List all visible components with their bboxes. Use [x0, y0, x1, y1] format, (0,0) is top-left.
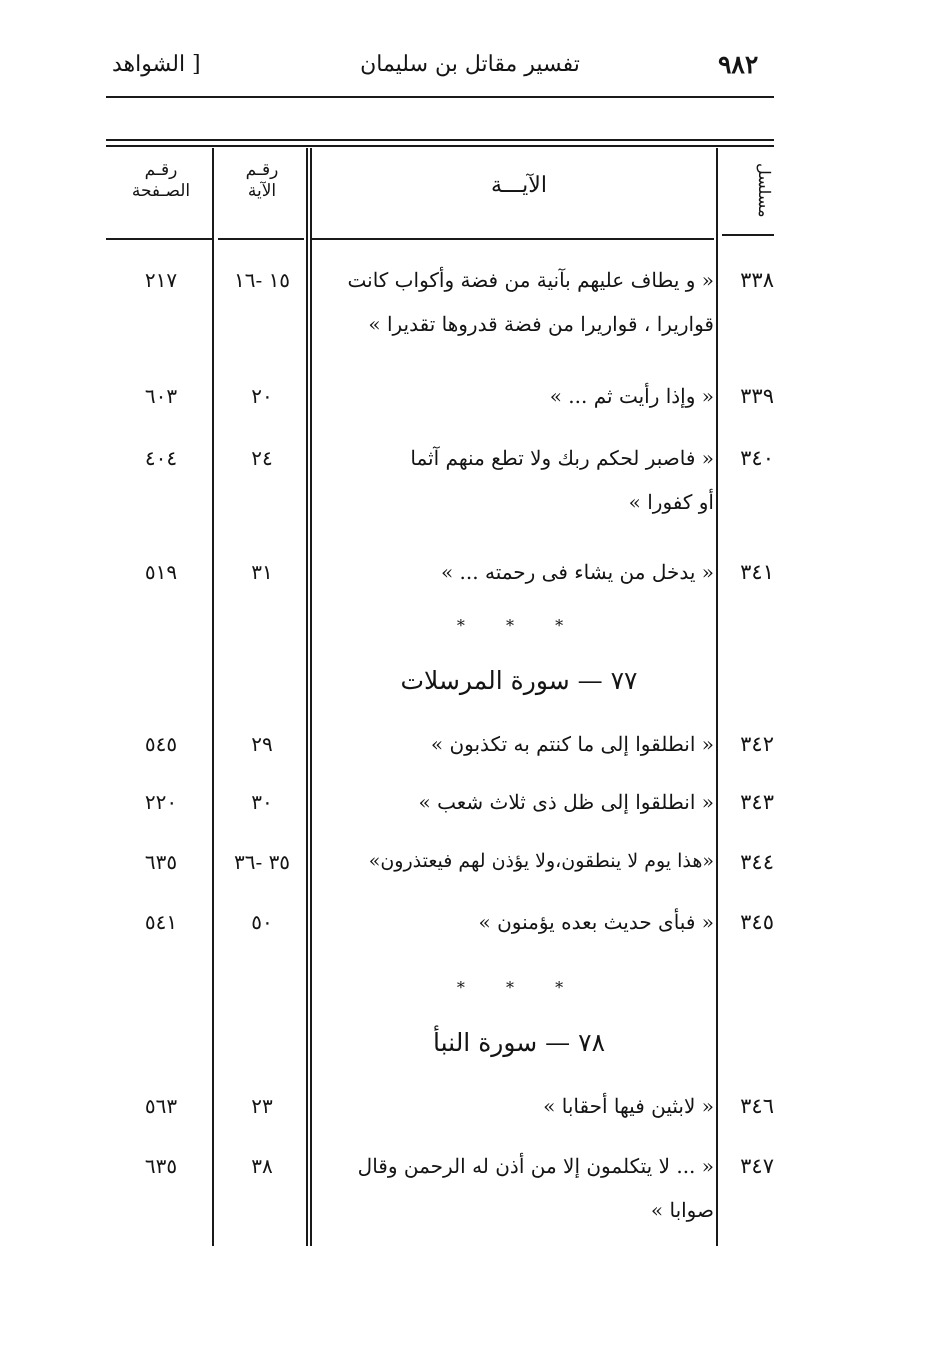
page-reference: ٦٣٥ [144, 850, 178, 874]
header-bottom-rule [312, 238, 714, 240]
serial-number: ٣٤٥ [740, 910, 774, 934]
ayah-number: ٥٠ [251, 910, 273, 934]
serial-number: ٣٤١ [740, 560, 774, 584]
page-reference: ٦٣٥ [144, 1154, 178, 1178]
ayah-number: ٣١ [251, 560, 273, 584]
header-bottom-rule [218, 238, 304, 240]
verse-text: « يدخل من يشاء فى رحمته ... » [440, 560, 714, 584]
table-top-rule [106, 139, 774, 141]
ayah-number: ٢٤ [251, 446, 273, 470]
ayah-number: ٢٣ [251, 1094, 273, 1118]
section-title: [ الشواهد [112, 52, 201, 77]
column-rule [306, 148, 308, 1246]
page-reference: ٢٢٠ [144, 790, 178, 814]
col-header-page-line2: الصـفحة [131, 181, 191, 202]
col-header-page-number [112, 160, 210, 203]
page-reference: ٢١٧ [144, 268, 178, 292]
serial-number: ٣٤٢ [740, 732, 774, 756]
table-top-rule-inner [106, 145, 774, 147]
serial-number: ٣٣٩ [740, 384, 774, 408]
ayah-number: ٣٠ [251, 790, 273, 814]
verse-text: « انطلقوا إلى ظل ذى ثلاث شعب » [418, 790, 714, 814]
page-number: ٩٨٢ [718, 50, 759, 79]
page-reference: ٥١٩ [144, 560, 178, 584]
column-rule [212, 148, 214, 1246]
serial-number: ٣٣٨ [740, 268, 774, 292]
verse-text: « ... لا يتكلمون إلا من أذن له الرحمن وقال [357, 1154, 714, 1178]
verse-text: « فاصبر لحكم ربك ولا تطع منهم آثما [410, 446, 714, 470]
column-rule [310, 148, 312, 1246]
ayah-number: ٢٠ [251, 384, 273, 408]
verse-text-continued: قواريرا ، قواريرا من فضة قدروها تقديرا » [368, 312, 714, 336]
verse-text: « لابثين فيها أحقابا » [543, 1094, 714, 1118]
verse-text: «هذا يوم لا ينطقون،ولا يؤذن لهم فيعتذرون» [368, 850, 714, 872]
section-separator: * * * [456, 978, 582, 997]
page-reference: ٤٠٤ [144, 446, 178, 470]
verse-text-continued: أو كفورا » [628, 490, 714, 514]
verse-text: « وإذا رأيت ثم ... » [549, 384, 714, 408]
ayah-number: ٣٨ [251, 1154, 273, 1178]
verse-text: « و يطاف عليهم بآنية من فضة وأكواب كانت [347, 268, 714, 292]
col-header-page-line1: رقـم [144, 160, 178, 180]
page-reference: ٥٤١ [144, 910, 178, 934]
serial-number: ٣٤٦ [740, 1094, 774, 1118]
header-bottom-rule [722, 234, 774, 236]
column-rule [716, 148, 718, 1246]
surah-heading: ٧٧ — سورة المرسلات [400, 666, 638, 695]
verse-text-continued: صوابا » [650, 1198, 714, 1222]
verse-text: « فبأى حديث بعده يؤمنون » [478, 910, 714, 934]
ayah-number: ١٥ -١٦ [233, 268, 291, 292]
serial-number: ٣٤٠ [740, 446, 774, 470]
page-reference: ٥٤٥ [144, 732, 178, 756]
serial-number: ٣٤٧ [740, 1154, 774, 1178]
col-header-ayah-number [220, 160, 304, 203]
serial-number: ٣٤٤ [740, 850, 774, 874]
section-separator: * * * [456, 616, 582, 635]
header-rule [106, 96, 774, 98]
page-reference: ٦٠٣ [144, 384, 178, 408]
col-header-verse: الآيـــة [491, 173, 547, 198]
surah-heading: ٧٨ — سورة النبأ [432, 1028, 605, 1057]
page-reference: ٥٦٣ [144, 1094, 178, 1118]
book-title: تفسير مقاتل بن سليمان [360, 52, 580, 77]
col-header-serial: مسلسل [755, 162, 774, 218]
header-bottom-rule [106, 238, 212, 240]
verse-text: « انطلقوا إلى ما كنتم به تكذبون » [430, 732, 714, 756]
col-header-ayah-line1: رقـم [245, 160, 279, 180]
ayah-number: ٣٥ -٣٦ [233, 850, 291, 874]
serial-number: ٣٤٣ [740, 790, 774, 814]
ayah-number: ٢٩ [251, 732, 273, 756]
col-header-ayah-line2: الآية [247, 181, 277, 202]
